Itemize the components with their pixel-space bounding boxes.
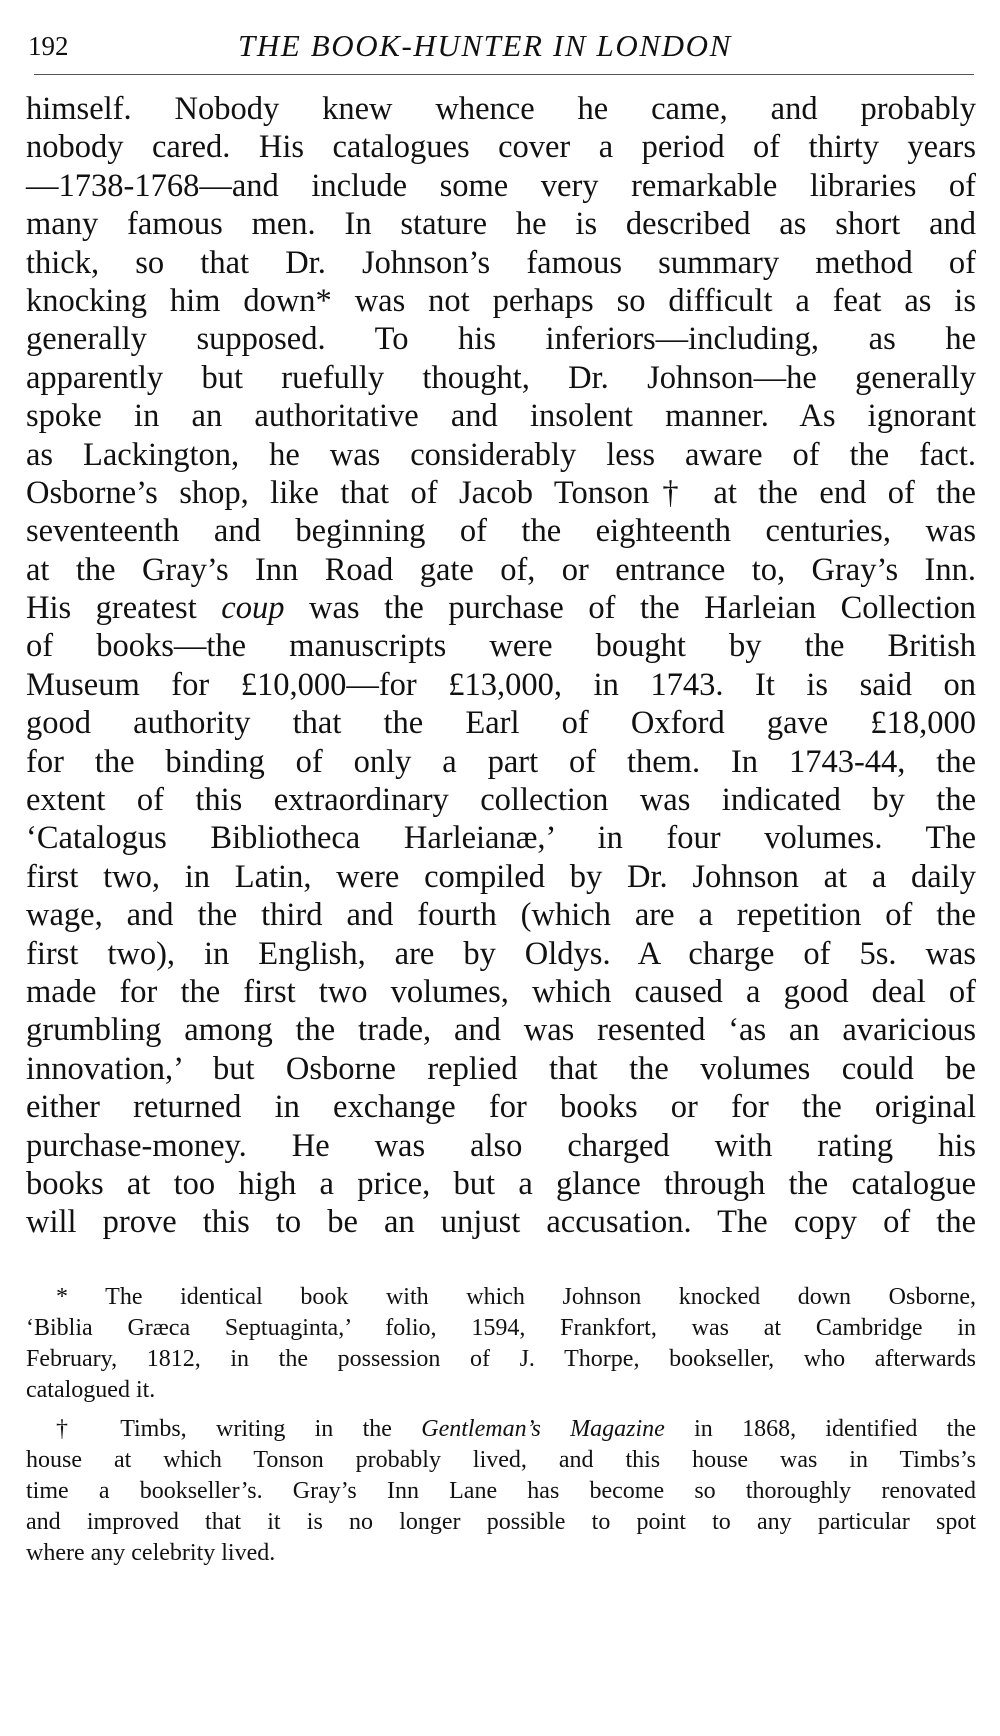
footnote-line: house at which Tonson probably lived, and this house was in Timbs’s xyxy=(26,1447,976,1473)
body-text xyxy=(26,90,976,1242)
footnote-line: time a bookseller’s. Gray’s Inn Lane has become so thoroughly renovated xyxy=(26,1478,976,1504)
page-header xyxy=(28,22,978,68)
body-line: as Lackington, he was considerably less aware of the fact. xyxy=(26,436,976,473)
footnote-asterisk xyxy=(26,1282,976,1406)
footnote-gap xyxy=(26,1406,976,1414)
body-line: knocking him down* was not perhaps so difficult a feat as is xyxy=(26,282,976,319)
body-line: nobody cared. His catalogues cover a period of thirty years xyxy=(26,129,976,166)
header-rule xyxy=(34,74,974,75)
italic-term: coup xyxy=(221,590,285,627)
body-line: generally supposed. To his inferiors—including, as he xyxy=(26,321,976,358)
footnotes xyxy=(26,1282,976,1569)
body-line: at the Gray’s Inn Road gate of, or entrance to, Gray’s Inn. xyxy=(26,551,976,588)
body-line: Osborne’s shop, like that of Jacob Tonson† at the end of the xyxy=(26,474,976,511)
body-line: for the binding of only a part of them. In 1743-44, the xyxy=(26,743,976,780)
page-number: 192 xyxy=(28,31,69,61)
body-line: —1738-1768—and include some very remarkable libraries of xyxy=(26,167,976,204)
body-line: either returned in exchange for books or for the original xyxy=(26,1089,976,1126)
body-line: good authority that the Earl of Oxford gave £18,000 xyxy=(26,705,976,742)
footnote-dagger xyxy=(26,1414,976,1569)
body-line: purchase-money. He was also charged with rating his xyxy=(26,1127,976,1164)
body-line: himself. Nobody knew whence he came, and probably xyxy=(26,91,976,127)
body-line: made for the first two volumes, which caused a good deal of xyxy=(26,973,976,1010)
body-line: Museum for £10,000—for £13,000, in 1743. It is said on xyxy=(26,666,976,703)
body-line: of books—the manuscripts were bought by the British xyxy=(26,628,976,665)
body-line: ‘Catalogus Bibliotheca Harleianæ,’ in four volumes. The xyxy=(26,820,976,857)
body-line: seventeenth and beginning of the eighteenth centuries, was xyxy=(26,513,976,550)
body-line: extent of this extraordinary collection was indicated by the xyxy=(26,782,976,819)
footnote-line: ‘Biblia Græca Septuaginta,’ folio, 1594, Frankfort, was at Cambridge in xyxy=(26,1315,976,1341)
body-line: books at too high a price, but a glance through the catalogue xyxy=(26,1165,976,1202)
body-line: apparently but ruefully thought, Dr. Johnson—he generally xyxy=(26,359,976,396)
running-head: THE BOOK-HUNTER IN LONDON xyxy=(238,28,732,63)
footnote-line: and improved that it is no longer possible to point to any particular spot xyxy=(26,1509,976,1535)
body-line: grumbling among the trade, and was resented ‘as an avaricious xyxy=(26,1012,976,1049)
body-line: spoke in an authoritative and insolent manner. As ignorant xyxy=(26,398,976,435)
footnote-line: February, 1812, in the possession of J. Thorpe, bookseller, who afterwards xyxy=(26,1346,976,1372)
body-line: thick, so that Dr. Johnson’s famous summary method of xyxy=(26,244,976,281)
footnote-line: catalogued it. xyxy=(26,1377,156,1403)
body-line: innovation,’ but Osborne replied that the volumes could be xyxy=(26,1050,976,1087)
body-line: first two), in English, are by Oldys. A charge of 5s. was xyxy=(26,935,976,972)
italic-term: Gentleman’s Magazine xyxy=(421,1416,665,1442)
footnote-line: * The identical book with which Johnson knocked down Osborne, xyxy=(56,1284,976,1310)
body-line: first two, in Latin, were compiled by Dr. Johnson at a daily xyxy=(26,858,976,895)
footnote-line: where any celebrity lived. xyxy=(26,1540,276,1566)
body-line: His greatest coup was the purchase of the Harleian Collection xyxy=(26,590,977,627)
body-line: will prove this to be an unjust accusation. The copy of the xyxy=(26,1204,976,1241)
footnote-line: † Timbs, writing in the Gentleman’s Magazine in 1868, identified the xyxy=(56,1416,976,1442)
body-line: many famous men. In stature he is described as short and xyxy=(26,206,976,243)
body-line: wage, and the third and fourth (which are a repetition of the xyxy=(26,897,976,934)
